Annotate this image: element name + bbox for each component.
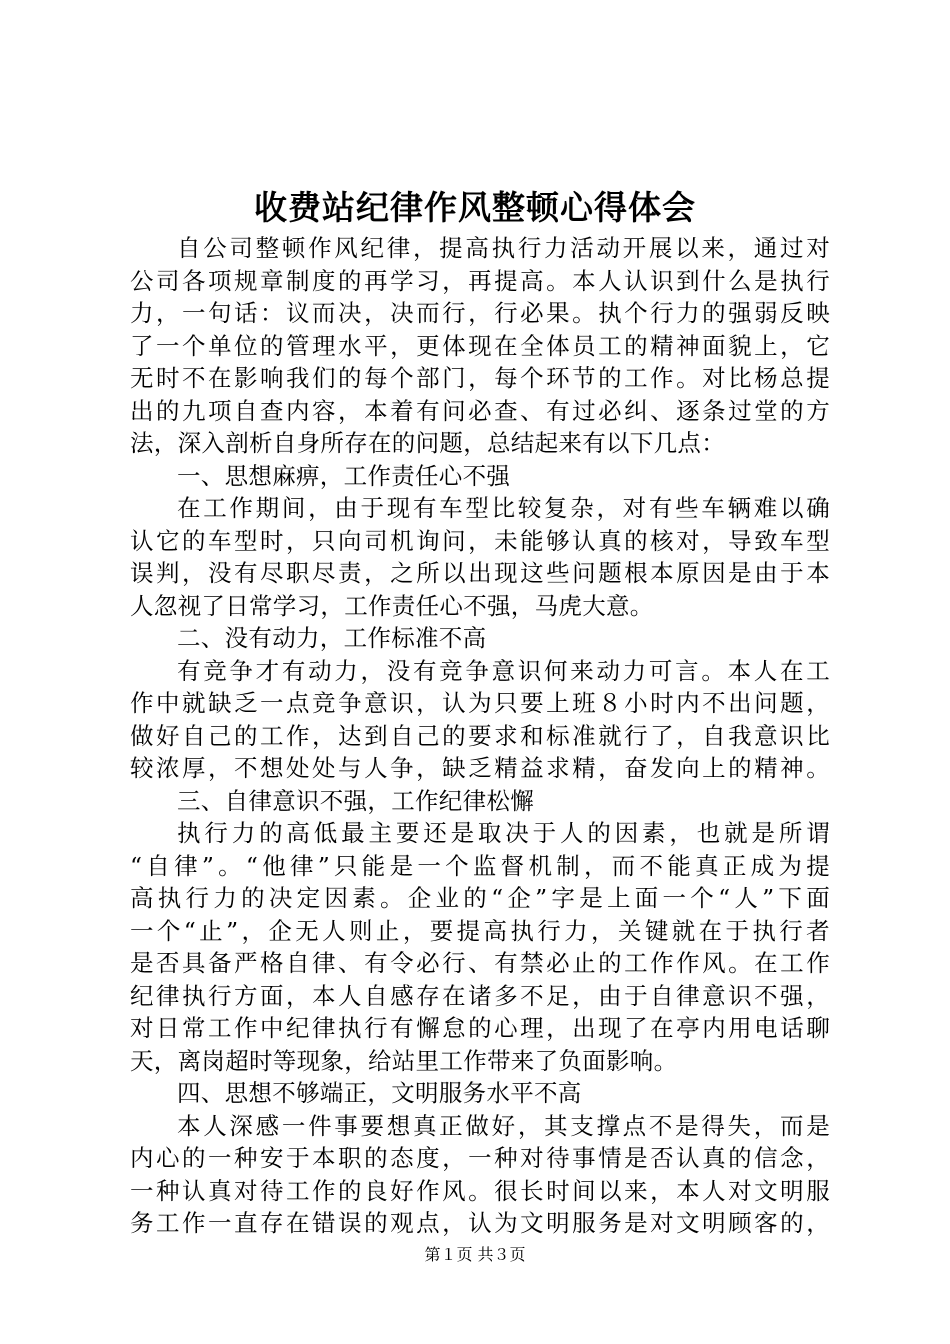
document-body bbox=[130, 232, 830, 1240]
body-line: 公司各项规章制度的再学习，再提高。本人认识到什么是执行 bbox=[130, 266, 830, 295]
body-line: 务工作一直存在错误的观点，认为文明服务是对文明顾客的， bbox=[130, 1209, 830, 1237]
body-line: 误判，没有尽职尽责，之所以出现这些问题根本原因是由于本 bbox=[130, 559, 830, 587]
body-line: 人忽视了日常学习，工作责任心不强，马虎大意。 bbox=[130, 591, 654, 620]
section-heading: 四、思想不够端正，文明服务水平不高 bbox=[177, 1079, 582, 1107]
body-line: 有竞争才有动力，没有竞争意识何来动力可言。本人在工 bbox=[177, 656, 830, 685]
body-line: 纪律执行方面，本人自感存在诸多不足，由于自律意识不强， bbox=[130, 981, 830, 1010]
body-line: 本人深感一件事要想真正做好，其支撑点不是得失，而是 bbox=[177, 1111, 830, 1140]
body-line: 认它的车型时，只向司机询问，未能够认真的核对，导致车型 bbox=[130, 526, 830, 555]
body-line: 无时不在影响我们的每个部门，每个环节的工作。对比杨总提 bbox=[130, 364, 830, 392]
body-line: 执行力的高低最主要还是取决于人的因素，也就是所谓 bbox=[177, 819, 830, 847]
body-line: 出的九项自查内容，本着有问必查、有过必纠、逐条过堂的方 bbox=[130, 396, 830, 425]
body-line: 作中就缺乏一点竞争意识，认为只要上班８小时内不出问题， bbox=[130, 689, 830, 717]
section-heading: 一、思想麻痹，工作责任心不强 bbox=[177, 461, 511, 490]
body-line: 了一个单位的管理水平，更体现在全体员工的精神面貌上，它 bbox=[130, 331, 830, 360]
body-line: 做好自己的工作，达到自己的要求和标准就行了，自我意识比 bbox=[130, 721, 830, 750]
document-title: 收费站纪律作风整顿心得体会 bbox=[254, 188, 696, 227]
body-line: 是否具备严格自律、有令必行、有禁必止的工作作风。在工作 bbox=[130, 949, 830, 977]
body-line: 对日常工作中纪律执行有懈怠的心理，出现了在亭内用电话聊 bbox=[130, 1014, 830, 1042]
body-line: 力，一句话：议而决，决而行，行必果。执个行力的强弱反映 bbox=[130, 299, 830, 327]
body-line: 高执行力的决定因素。企业的“企”字是上面一个“人”下面 bbox=[130, 884, 830, 912]
body-line: 内心的一种安于本职的态度，一种对待事情是否认真的信念， bbox=[130, 1144, 830, 1172]
section-heading: 二、没有动力，工作标准不高 bbox=[177, 624, 487, 652]
body-line: 自公司整顿作风纪律，提高执行力活动开展以来，通过对 bbox=[177, 234, 830, 262]
page-footer: 第１页 共３页 bbox=[424, 1245, 526, 1264]
body-line: 一个“止”，企无人则止，要提高执行力，关键就在于执行者 bbox=[130, 916, 830, 945]
body-line: “自律”。“他律”只能是一个监督机制，而不能真正成为提 bbox=[130, 851, 830, 880]
body-line: 在工作期间，由于现有车型比较复杂，对有些车辆难以确 bbox=[177, 494, 830, 522]
body-line: 较浓厚，不想处处与人争，缺乏精益求精，奋发向上的精神。 bbox=[130, 754, 830, 782]
body-line: 天，离岗超时等现象，给站里工作带来了负面影响。 bbox=[130, 1046, 678, 1075]
section-heading: 三、自律意识不强，工作纪律松懈 bbox=[177, 786, 534, 815]
body-line: 法，深入剖析自身所存在的问题，总结起来有以下几点： bbox=[130, 429, 725, 457]
body-line: 一种认真对待工作的良好作风。很长时间以来，本人对文明服 bbox=[130, 1176, 830, 1205]
